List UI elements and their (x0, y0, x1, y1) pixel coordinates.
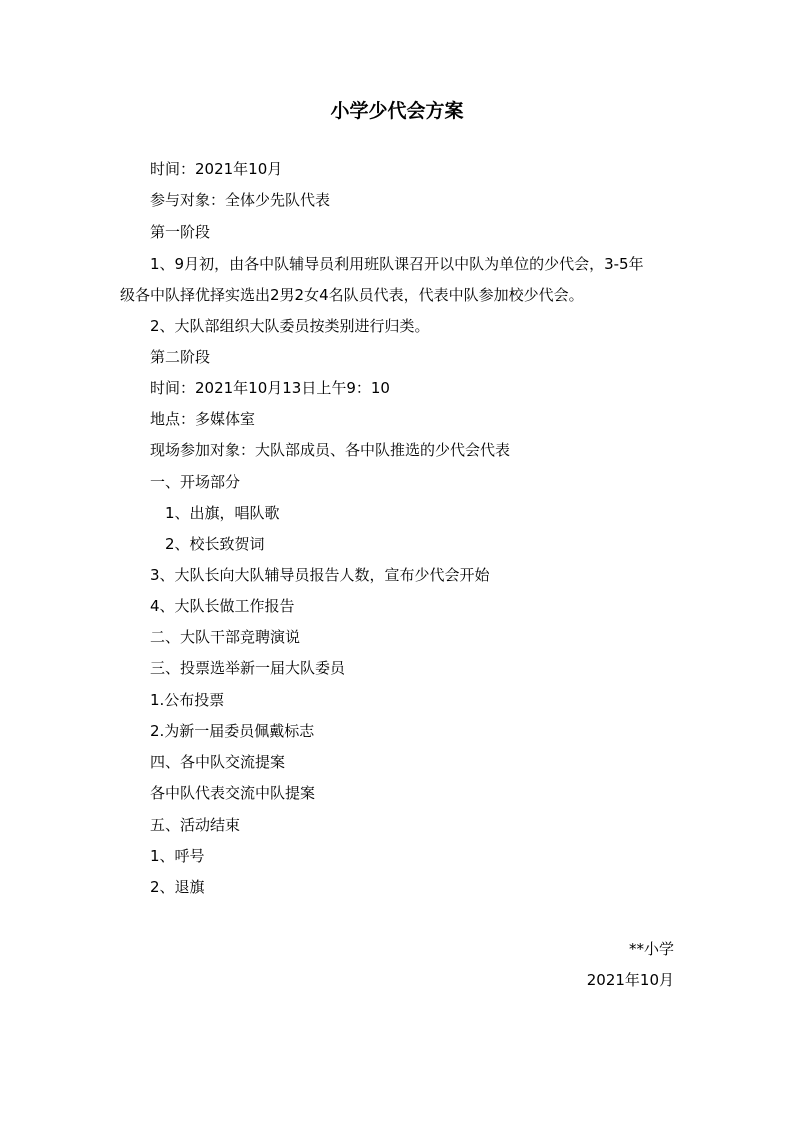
time-line: 时间：2021年10月 (150, 160, 283, 178)
stage1-item1-line1: 1、9月初，由各中队辅导员利用班队课召开以中队为单位的少代会，3-5年 (150, 255, 644, 273)
participants-line: 参与对象：全体少先队代表 (150, 191, 331, 209)
part1-item4: 4、大队长做工作报告 (150, 597, 295, 615)
part5-item1: 1、呼号 (150, 847, 205, 865)
part3-heading: 三、投票选举新一届大队委员 (150, 659, 346, 677)
part1-item1: 1、出旗，唱队歌 (165, 504, 280, 522)
part1-item3: 3、大队长向大队辅导员报告人数，宣布少代会开始 (150, 566, 490, 584)
stage1-heading: 第一阶段 (150, 223, 211, 241)
stage1-item1-line2: 级各中队择优择实选出2男2女4名队员代表，代表中队参加校少代会。 (120, 286, 584, 304)
document-title: 小学少代会方案 (330, 100, 464, 122)
stage2-place: 地点：多媒体室 (150, 410, 256, 428)
part3-item2: 2.为新一届委员佩戴标志 (150, 722, 315, 740)
part1-item2: 2、校长致贺词 (165, 535, 265, 553)
signature-date: 2021年10月 (586, 971, 674, 989)
stage1-item2: 2、大队部组织大队委员按类别进行归类。 (150, 317, 430, 335)
part2-heading: 二、大队干部竞聘演说 (150, 628, 301, 646)
part4-heading: 四、各中队交流提案 (150, 753, 286, 771)
part5-heading: 五、活动结束 (150, 816, 241, 834)
stage2-heading: 第二阶段 (150, 348, 211, 366)
part4-text: 各中队代表交流中队提案 (150, 784, 316, 802)
stage2-attendees: 现场参加对象：大队部成员、各中队推选的少代会代表 (150, 441, 511, 459)
part3-item1: 1.公布投票 (150, 691, 225, 709)
stage2-time: 时间：2021年10月13日上午9：10 (150, 379, 390, 397)
part1-heading: 一、开场部分 (150, 473, 241, 491)
signature-school: **小学 (628, 940, 674, 958)
part5-item2: 2、退旗 (150, 878, 205, 896)
